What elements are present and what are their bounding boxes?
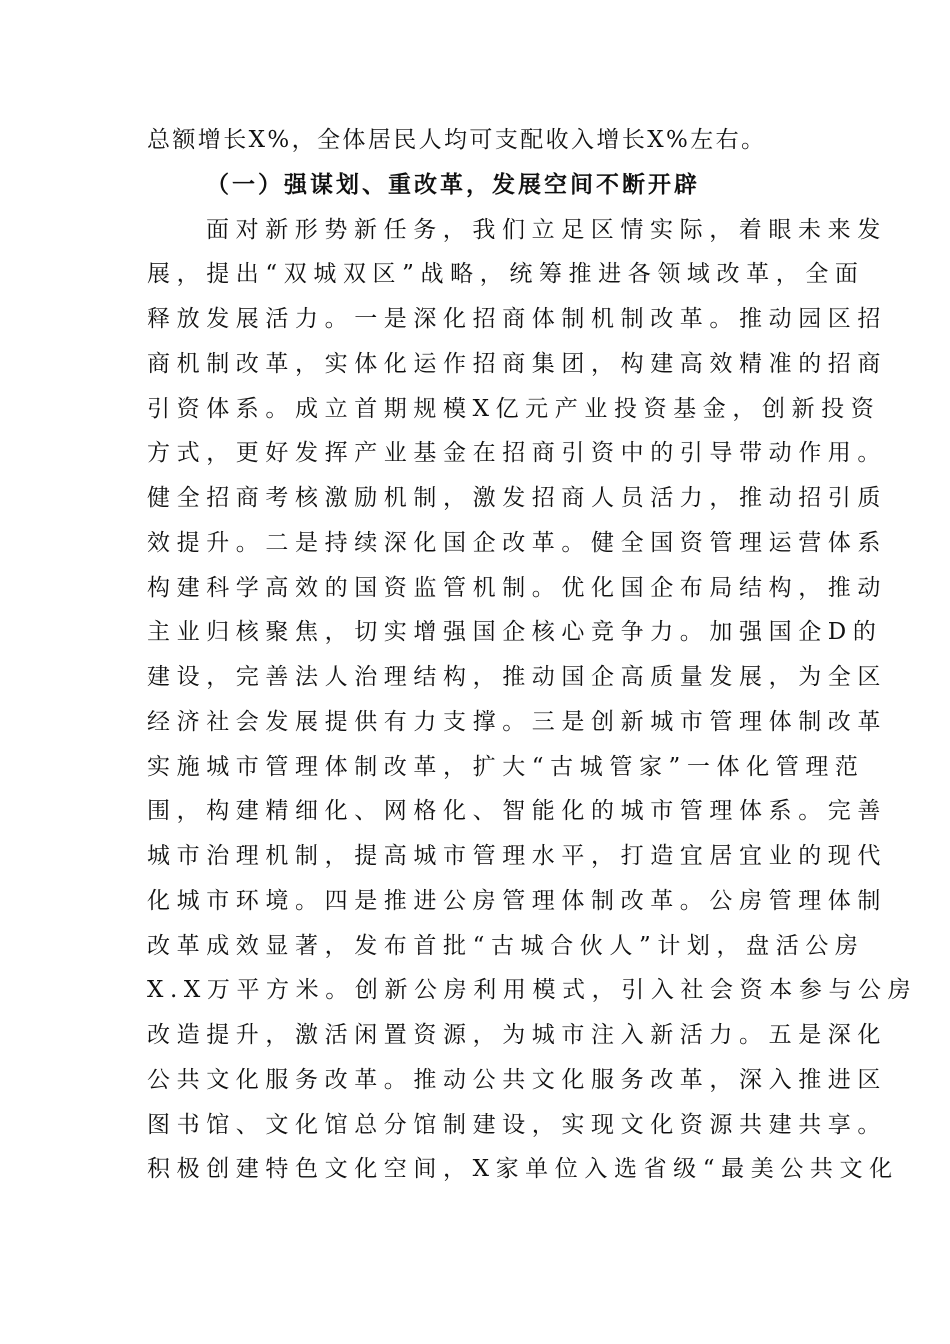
paragraph-line: 构建科学高效的国资监管机制。优化国企布局结构，推动 [147,574,887,601]
paragraph-line: 商机制改革，实体化运作招商集团，构建高效精准的招商 [147,350,887,377]
section-heading: （一）强谋划、重改革，发展空间不断开辟 [206,170,700,198]
paragraph-line: 释放发展活力。一是深化招商体制机制改革。推动园区招 [147,306,887,332]
paragraph-first-line: 面对新形势新任务，我们立足区情实际，着眼未来发 [206,216,887,243]
paragraph-line: 化城市环境。四是推进公房管理体制改革。公房管理体制 [147,887,887,914]
paragraph-line: 效提升。二是持续深化国企改革。健全国资管理运营体系 [147,529,887,556]
paragraph-line: 主业归核聚焦，切实增强国企核心竞争力。加强国企D的 [147,619,883,646]
paragraph-line: 经济社会发展提供有力支撑。三是创新城市管理体制改革 [147,708,887,735]
paragraph-line: X.X万平方米。创新公房利用模式，引入社会资本参与公房 [147,977,918,1004]
document-body [147,118,918,1192]
paragraph-line: 改造提升，激活闲置资源，为城市注入新活力。五是深化 [147,1022,887,1048]
paragraph-line: 健全招商考核激励机制，激发招商人员活力，推动招引质 [147,485,887,511]
paragraph-line: 引资体系。成立首期规模X亿元产业投资基金，创新投资 [147,395,881,422]
paragraph-line: 方式，更好发挥产业基金在招商引资中的引导带动作用。 [147,440,887,467]
paragraph-line: 展，提出“双城双区”战略，统筹推进各领域改革，全面 [147,261,865,288]
paragraph-continuation-line: 总额增长X%，全体居民人均可支配收入增长X%左右。 [147,127,767,153]
paragraph-line: 图书馆、文化馆总分馆制建设，实现文化资源共建共享。 [147,1111,887,1138]
paragraph-line: 城市治理机制，提高城市管理水平，打造宜居宜业的现代 [147,843,887,869]
paragraph-line: 积极创建特色文化空间，X家单位入选省级“最美公共文化 [147,1156,899,1183]
paragraph-line: 实施城市管理体制改革，扩大“古城管家”一体化管理范 [147,753,865,780]
paragraph-line: 围，构建精细化、网格化、智能化的城市管理体系。完善 [147,798,887,825]
paragraph-line: 公共文化服务改革。推动公共文化服务改革，深入推进区 [147,1066,887,1093]
paragraph-line: 改革成效显著，发布首批“古城合伙人”计划，盘活公房 [147,932,865,959]
paragraph-line: 建设，完善法人治理结构，推动国企高质量发展，为全区 [147,664,887,690]
